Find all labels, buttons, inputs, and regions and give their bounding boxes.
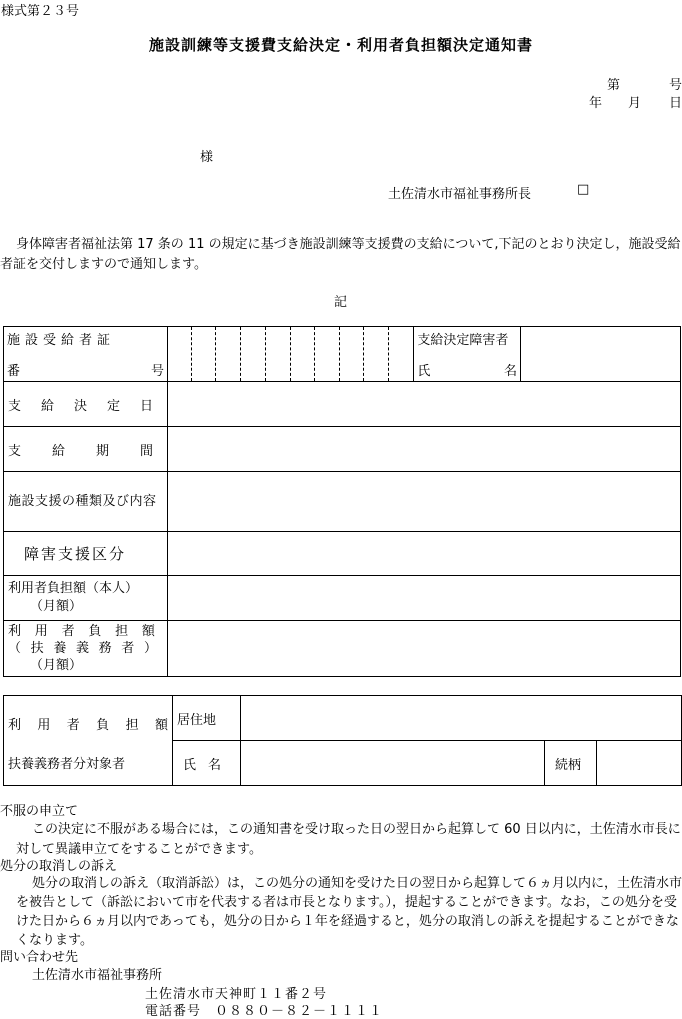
row-label-period: 支 給 期 間 <box>8 443 153 459</box>
guardian-label-bottom: 扶養義務者分対象者 <box>8 756 126 772</box>
cert-digit-cell[interactable] <box>314 327 339 382</box>
contact-phone: 電話番号 ０８８０－８２－１１１１ <box>145 1004 384 1019</box>
support-type-field[interactable] <box>167 472 680 532</box>
row-label-burden-self: 利用者負担額（本人） <box>8 581 139 596</box>
lawsuit-text: 処分の取消しの訴え（取消訴訟）は，この処分の通知を受けた日の翌日から起算して６ヵ月以内に，土佐清水市を被告として（訴訟において市を代表する者は市長となります。），提起することができます。なお，この処分を受けた日から６ヵ月以内であっても，処分の日から１年を経過すると，処分の取消しの訴えを提起することができなくなります。 <box>16 876 682 948</box>
row-label-burden-guardian: 利 用 者 負 担 額 <box>8 624 155 639</box>
cert-digit-cell[interactable] <box>216 327 241 382</box>
table-row <box>4 576 681 621</box>
objection-text: この決定に不服がある場合には，この通知書を受け取った日の翌日から起算して 60 日以内に，土佐清水市長に対して異議申立てをすることができます。 <box>16 822 681 857</box>
contact-office: 土佐清水市福祉事務所 <box>32 968 163 983</box>
relation-field[interactable] <box>597 741 682 786</box>
date-month: 月 <box>628 96 642 111</box>
row-label-guardian: （ 扶 養 義 務 者 ） <box>8 641 157 656</box>
table-row <box>4 382 681 427</box>
doc-number-dai: 第 <box>607 78 621 93</box>
lawsuit-heading: 処分の取消しの訴え <box>0 859 118 874</box>
table-row <box>4 427 681 472</box>
table-row <box>4 327 681 382</box>
date-year: 年 <box>589 96 603 111</box>
row-label-support-type: 施設支援の種類及び内容 <box>4 472 168 532</box>
guardian-name-field[interactable] <box>241 741 545 786</box>
page-title: 施設訓練等支援費支給決定・利用者負担額決定通知書 <box>148 36 533 54</box>
disabled-label-bottom: 氏 名 <box>417 364 517 379</box>
cert-digit-cell[interactable] <box>364 327 389 382</box>
table-row <box>4 696 682 741</box>
doc-number-go: 号 <box>669 78 682 93</box>
residence-field[interactable] <box>241 696 682 741</box>
cert-digit-cell[interactable] <box>265 327 290 382</box>
guardian-label-top: 利 用 者 負 担 額 <box>8 717 168 733</box>
intro-text: 身体障害者福祉法第 17 条の 11 の規定に基づき施設訓練等支援費の支給について,下記のとおり決定し，施設受給者証を交付しますので通知します。 <box>0 237 681 272</box>
monthly-label: （月額） <box>30 658 83 673</box>
cert-digit-cell[interactable] <box>339 327 363 382</box>
cert-digit-cell[interactable] <box>389 327 414 382</box>
burden-self-field[interactable] <box>167 576 680 621</box>
relation-label: 続柄 <box>545 741 597 786</box>
cert-digit-cell[interactable] <box>241 327 265 382</box>
cert-digit-cell[interactable] <box>290 327 314 382</box>
cert-digit-cell[interactable] <box>167 327 191 382</box>
burden-guardian-field[interactable] <box>167 621 680 677</box>
issuer: 土佐清水市福祉事務所長 <box>388 187 532 202</box>
contact-address: 土佐清水市天神町１１番２号 <box>145 987 328 1002</box>
row-label-disability-class: 障害支援区分 <box>4 532 168 576</box>
guardian-table <box>3 695 682 786</box>
decision-table <box>3 326 681 677</box>
table-row <box>4 532 681 576</box>
monthly-label: （月額） <box>30 599 83 614</box>
objection-heading: 不服の申立て <box>0 804 79 819</box>
row-label-decision-date: 支 給 決 定 日 <box>8 398 153 414</box>
form-number: 様式第２３号 <box>1 4 80 19</box>
contact-heading: 問い合わせ先 <box>0 950 79 965</box>
disabled-label-top: 支給決定障害者 <box>417 333 509 348</box>
period-field[interactable] <box>167 427 680 472</box>
name-label: 氏 名 <box>183 757 222 773</box>
date-day: 日 <box>669 96 682 111</box>
recipient-suffix: 様 <box>200 150 214 165</box>
table-row <box>4 621 681 677</box>
seal-mark: □ <box>577 182 590 197</box>
cert-label-top: 施設受給者証 <box>7 333 116 348</box>
cert-digit-cell[interactable] <box>192 327 216 382</box>
ki-heading: 記 <box>334 295 348 310</box>
disabled-name-field[interactable] <box>521 327 681 382</box>
residence-label: 居住地 <box>173 696 241 741</box>
decision-date-field[interactable] <box>167 382 680 427</box>
disability-class-field[interactable] <box>167 532 680 576</box>
table-row <box>4 472 681 532</box>
cert-label-bottom: 番 号 <box>7 364 164 379</box>
